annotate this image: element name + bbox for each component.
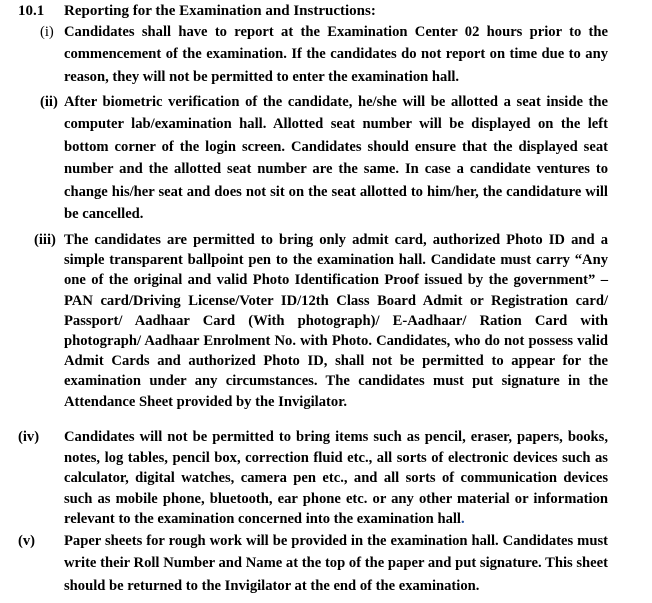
item-text: Candidates will not be permitted to bring items such as pencil, eraser, papers, books, notes, log tables, pencil box, correction fluid etc., all sorts of electronic devices such as calculator, digital watches, camera pen etc., and all sorts of communication devices such as mobile phone, bluetooth, ear phone etc. or any other material or information relevant to the examination concerned into the examination hall	[64, 429, 608, 528]
section-title: Reporting for the Examination and Instructions:	[64, 3, 376, 19]
item-marker: (ii)	[40, 94, 58, 110]
section-heading	[18, 1, 376, 21]
instruction-item-2	[40, 91, 608, 225]
item-text: Paper sheets for rough work will be provided in the examination hall. Candidates must write their Roll Number and Name at the top of the paper and put signature. This sheet should be returned to the Invigilator at the end of the examination.	[64, 533, 608, 594]
instruction-item-5	[18, 530, 608, 597]
item-marker: (v)	[18, 533, 36, 549]
item-marker: (i)	[40, 24, 54, 40]
instruction-item-1	[40, 21, 608, 88]
item-text: The candidates are permitted to bring only admit card, authorized Photo ID and a simple transparent ballpoint pen to the examination hall. Candidate must carry “Any one of the original and valid Photo Identification Proof issued by the government” – PAN card/Driving License/Voter ID/12th Class Board Admit or Registration card/ Passport/ Aadhaar Card (With photograph)/ E-Aadhaar/ Ration Card with photograph/ Aadhaar Enrolment No. with Photo. Candidates, who do not possess valid Admit Cards and authorized Photo ID, shall not be permitted to appear for the examination under any circumstances. The candidates must put signature in the Attendance Sheet provided by the Invigilator.	[64, 232, 608, 410]
instruction-item-3	[34, 230, 608, 412]
item-trailing-period: .	[460, 511, 465, 528]
item-marker: (iii)	[34, 232, 56, 248]
item-text: Candidates shall have to report at the Examination Center 02 hours prior to the commencement of the examination. If the candidates do not report on time due to any reason, they will not be permitted to enter the examination hall.	[64, 24, 608, 85]
item-text-wrapper	[64, 427, 608, 530]
section-number: 10.1	[18, 3, 45, 19]
instruction-item-4	[18, 427, 608, 530]
item-marker: (iv)	[18, 429, 40, 445]
item-text: After biometric verification of the candidate, he/she will be allotted a seat inside the computer lab/examination hall. Allotted seat number will be displayed on the left bottom corner of the login screen. Candidates should ensure that the displayed seat number and the allotted seat number are the same. In case a candidate ventures to change his/her seat and does not sit on the seat allotted to him/her, the candidature will be cancelled.	[64, 94, 608, 223]
